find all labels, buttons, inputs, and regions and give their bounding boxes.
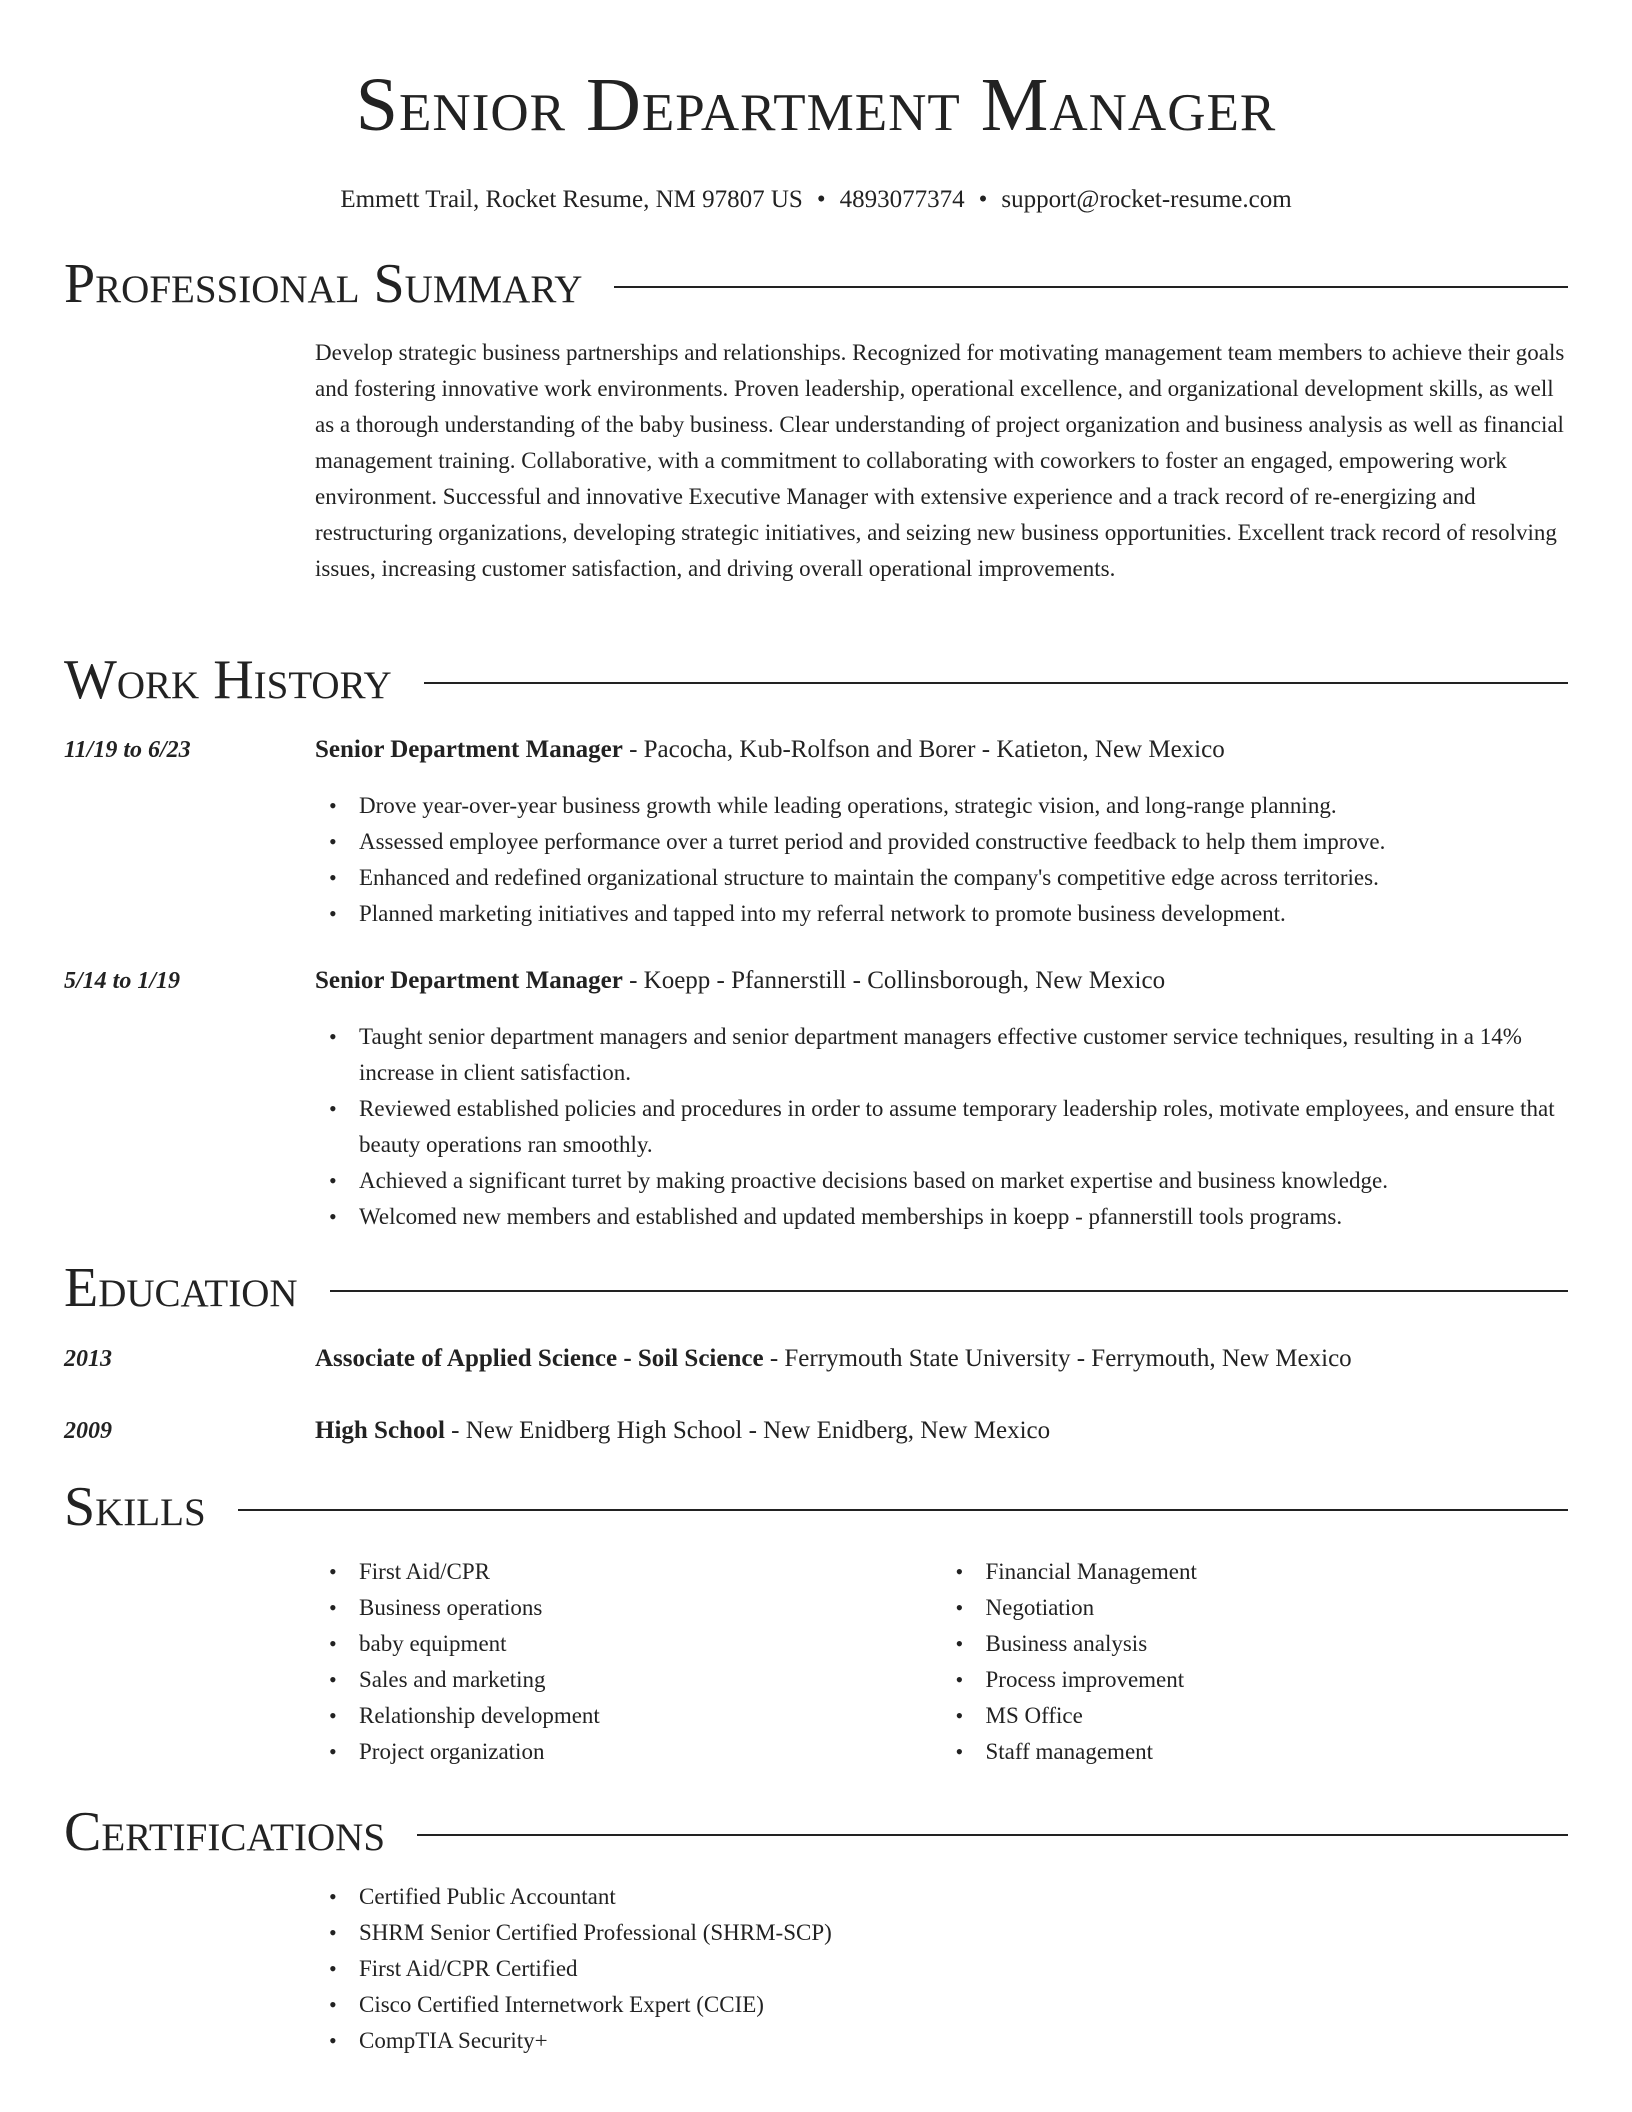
certification-item: • CompTIA Security+	[359, 2023, 1568, 2059]
skills-heading: Skills	[64, 1476, 206, 1538]
job-heading	[315, 965, 1568, 997]
education-degree: Associate of Applied Science - Soil Science	[315, 1345, 764, 1372]
skill-item: • baby equipment	[359, 1626, 942, 1662]
skill-item: • First Aid/CPR	[359, 1554, 942, 1590]
contact-address: Emmett Trail, Rocket Resume, NM 97807 US	[340, 186, 803, 213]
job-bullets	[315, 1019, 1568, 1235]
contact-line	[0, 184, 1632, 216]
list-item: • Enhanced and redefined organizational structure to maintain the company's competitive edge across territories.	[359, 860, 1568, 896]
education-degree: High School	[315, 1417, 445, 1444]
section-divider	[330, 1290, 1568, 1292]
skill-item: • Project organization	[359, 1734, 942, 1770]
list-item: • Planned marketing initiatives and tapped into my referral network to promote business development.	[359, 896, 1568, 932]
certification-item: • SHRM Senior Certified Professional (SHRM-SCP)	[359, 1915, 1568, 1951]
education-entry	[315, 1343, 1568, 1375]
job-dates: 11/19 to 6/23	[64, 737, 191, 763]
summary-text: Develop strategic business partnerships and relationships. Recognized for motivating management team members to achieve their goals and fostering innovative work environments. Proven leadership, operational excellence, and organizational development skills, as well as a thorough understanding of the baby business. Clear understanding of project organization and business analysis as well as financial management training. Collaborative, with a commitment to collaborating with coworkers to foster an engaged, empowering work environment. Successful and innovative Executive Manager with extensive experience and a track record of re-energizing and restructuring organizations, developing strategic initiatives, and seizing new business opportunities. Excellent track record of resolving issues, increasing customer satisfaction, and driving overall operational improvements.	[315, 340, 1565, 581]
contact-email: support@rocket-resume.com	[1001, 186, 1292, 213]
work-section-header	[64, 648, 1568, 712]
skills-section-header	[64, 1475, 1568, 1539]
certifications-heading: Certifications	[64, 1801, 386, 1863]
section-divider	[614, 286, 1568, 288]
education-heading: Education	[64, 1257, 298, 1319]
section-divider	[417, 1834, 1568, 1836]
certification-item: • Cisco Certified Internetwork Expert (CCIE)	[359, 1987, 1568, 2023]
skill-item: • Negotiation	[986, 1590, 1569, 1626]
certifications-section-header	[64, 1800, 1568, 1864]
education-school: - Ferrymouth State University - Ferrymouth, New Mexico	[763, 1345, 1352, 1372]
summary-section-header	[64, 252, 1568, 316]
job-bullets	[315, 788, 1568, 932]
resume-title: Senior Department Manager	[355, 63, 1277, 147]
job-role: Senior Department Manager	[315, 736, 623, 763]
contact-separator: •	[816, 186, 826, 213]
skills-column-left	[315, 1554, 942, 1770]
work-heading: Work History	[64, 649, 392, 711]
certification-item: • Certified Public Accountant	[359, 1879, 1568, 1915]
skill-item: • Staff management	[986, 1734, 1569, 1770]
certification-item: • First Aid/CPR Certified	[359, 1951, 1568, 1987]
education-section-header	[64, 1256, 1568, 1320]
education-school: - New Enidberg High School - New Enidberg, New Mexico	[444, 1417, 1051, 1444]
education-year: 2009	[64, 1418, 112, 1444]
job-employer: - Pacocha, Kub-Rolfson and Borer - Katieton, New Mexico	[622, 736, 1225, 763]
list-item: • Taught senior department managers and senior department managers effective customer service techniques, resulting in a 14% increase in client satisfaction.	[359, 1019, 1568, 1091]
skill-item: • Sales and marketing	[359, 1662, 942, 1698]
skill-item: • Business operations	[359, 1590, 942, 1626]
skill-item: • MS Office	[986, 1698, 1569, 1734]
certifications-list	[315, 1879, 1568, 2059]
skill-item: • Relationship development	[359, 1698, 942, 1734]
contact-separator: •	[978, 186, 988, 213]
job-dates: 5/14 to 1/19	[64, 968, 181, 994]
list-item: • Drove year-over-year business growth while leading operations, strategic vision, and long-range planning.	[359, 788, 1568, 824]
summary-heading: Professional Summary	[64, 253, 583, 315]
list-item: • Reviewed established policies and procedures in order to assume temporary leadership roles, motivate employees, and ensure that beauty operations ran smoothly.	[359, 1091, 1568, 1163]
skills-column-right	[942, 1554, 1569, 1770]
skills-list	[315, 1554, 1568, 1770]
section-divider	[238, 1509, 1568, 1511]
section-divider	[424, 682, 1568, 684]
skill-item: • Financial Management	[986, 1554, 1569, 1590]
list-item: • Achieved a significant turret by making proactive decisions based on market expertise and business knowledge.	[359, 1163, 1568, 1199]
job-employer: - Koepp - Pfannerstill - Collinsborough, New Mexico	[622, 967, 1166, 994]
summary-body	[315, 335, 1568, 587]
education-entry	[315, 1415, 1568, 1447]
job-heading	[315, 734, 1568, 766]
contact-phone: 4893077374	[839, 186, 965, 213]
job-role: Senior Department Manager	[315, 967, 623, 994]
skill-item: • Business analysis	[986, 1626, 1569, 1662]
list-item: • Assessed employee performance over a turret period and provided constructive feedback to help them improve.	[359, 824, 1568, 860]
skill-item: • Process improvement	[986, 1662, 1569, 1698]
education-year: 2013	[64, 1346, 112, 1372]
list-item: • Welcomed new members and established and updated memberships in koepp - pfannerstill tools programs.	[359, 1199, 1568, 1235]
